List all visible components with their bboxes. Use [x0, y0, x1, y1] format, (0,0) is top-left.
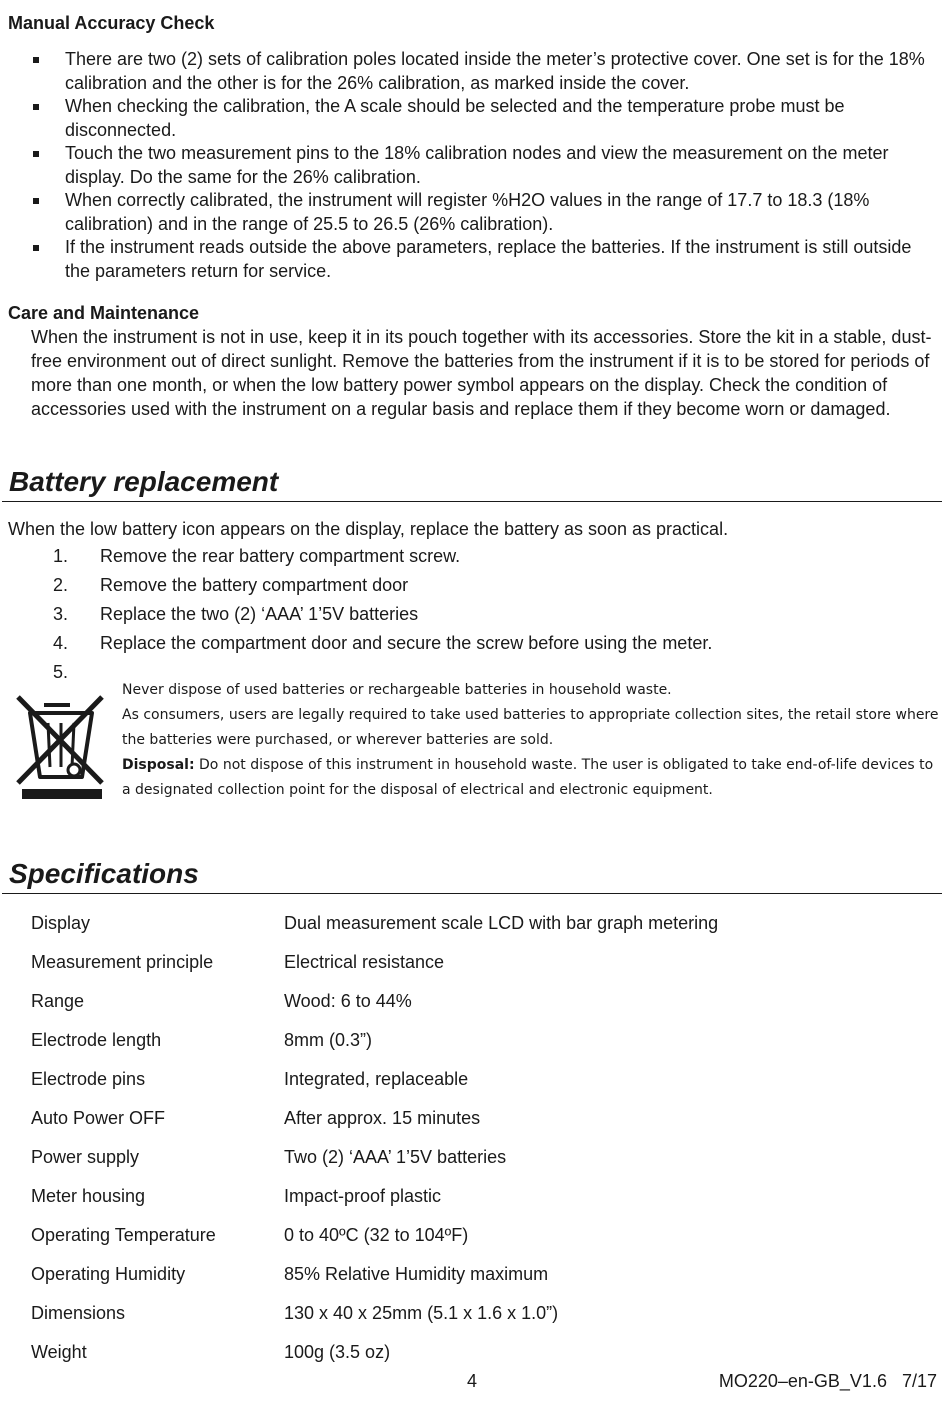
list-item: 3. Replace the two (2) ‘AAA’ 1’5V batteries — [53, 604, 419, 624]
table-row: Range Wood: 6 to 44% — [31, 991, 412, 1011]
battery-intro-text: When the low battery icon appears on the display, replace the battery as soon as practical. — [8, 519, 729, 539]
bullet-square-icon — [33, 104, 39, 110]
list-item: There are two (2) sets of calibration poles located inside the meter’s protective cover. One set is for the 18% calibration and the other is for the 26% calibration, as marked inside the cover. — [0, 48, 950, 95]
disposal-text: Do not dispose of this instrument in household waste. The user is obligated to take end-of-life devices to a designated collection point for the disposal of electrical and electronic equipment. — [122, 757, 934, 798]
table-row: Dimensions 130 x 40 x 25mm (5.1 x 1.6 x 1.0”) — [31, 1303, 559, 1323]
care-maintenance-title: Care and Maintenance — [8, 303, 200, 323]
table-row: Operating Humidity 85% Relative Humidity maximum — [31, 1264, 549, 1284]
table-row: Meter housing Impact-proof plastic — [31, 1186, 442, 1206]
list-item: When correctly calibrated, the instrument will register %H2O values in the range of 17.7 to 18.3 (18% calibration) and in the range of 25.5 to 26.5 (26% calibration). — [0, 189, 950, 236]
table-row: Display Dual measurement scale LCD with bar graph metering — [31, 913, 719, 933]
manual-accuracy-title: Manual Accuracy Check — [8, 13, 215, 33]
table-row: Auto Power OFF After approx. 15 minutes — [31, 1108, 481, 1128]
bullet-square-icon — [33, 198, 39, 204]
weee-disposal-notice — [122, 678, 940, 803]
table-row: Operating Temperature 0 to 40ºC (32 to 104ºF) — [31, 1225, 469, 1245]
disposal-label: Disposal: — [122, 757, 195, 773]
weee-disposal — [122, 753, 940, 803]
heading-divider — [2, 501, 942, 502]
weee-line-1: Never dispose of used batteries or rechargeable batteries in household waste. — [122, 682, 672, 698]
page-number: 4 — [467, 1371, 478, 1391]
document-id: MO220–en-GB_V1.6 7/17 — [718, 1371, 937, 1391]
list-item: 5. — [53, 662, 69, 682]
list-item: 2. Remove the battery compartment door — [53, 575, 409, 595]
bullet-square-icon — [33, 245, 39, 251]
specifications-heading: Specifications — [9, 858, 199, 889]
accuracy-bullet-list — [0, 48, 950, 283]
heading-divider — [2, 893, 942, 894]
bullet-square-icon — [33, 57, 39, 63]
bullet-square-icon — [33, 151, 39, 157]
list-item: 1. Remove the rear battery compartment screw. — [53, 546, 461, 566]
crossed-out-bin-icon — [14, 693, 106, 801]
list-item: Touch the two measurement pins to the 18% calibration nodes and view the measurement on the meter display. Do the same for the 26% calibration. — [0, 142, 950, 189]
care-maintenance-text: When the instrument is not in use, keep it in its pouch together with its accessories. Store the kit in a stable, dust-free environment out of direct sunlight. Remove the batteries from the instrument if it is to be stored for periods of more than one month, or when the low battery power symbol appears on the display. Check the condition of accessories used with the instrument on a regular basis and replace them if they become worn or damaged. — [31, 327, 932, 419]
list-item: 4. Replace the compartment door and secure the screw before using the meter. — [53, 633, 713, 653]
battery-replacement-heading: Battery replacement — [9, 466, 279, 497]
list-item: If the instrument reads outside the above parameters, replace the batteries. If the instrument is still outside the parameters return for service. — [0, 236, 950, 283]
battery-steps-list — [0, 546, 950, 686]
specifications-table — [0, 905, 950, 1373]
table-row: Power supply Two (2) ‘AAA’ 1’5V batteries — [31, 1147, 507, 1167]
weee-line-2: As consumers, users are legally required to take used batteries to appropriate collection sites, the retail store where the batteries were purchased, or wherever batteries are sold. — [122, 707, 939, 748]
table-row: Weight 100g (3.5 oz) — [31, 1342, 391, 1362]
table-row: Measurement principle Electrical resistance — [31, 952, 445, 972]
list-item: When checking the calibration, the A scale should be selected and the temperature probe must be disconnected. — [0, 95, 950, 142]
table-row: Electrode length 8mm (0.3”) — [31, 1030, 373, 1050]
table-row: Electrode pins Integrated, replaceable — [31, 1069, 469, 1089]
